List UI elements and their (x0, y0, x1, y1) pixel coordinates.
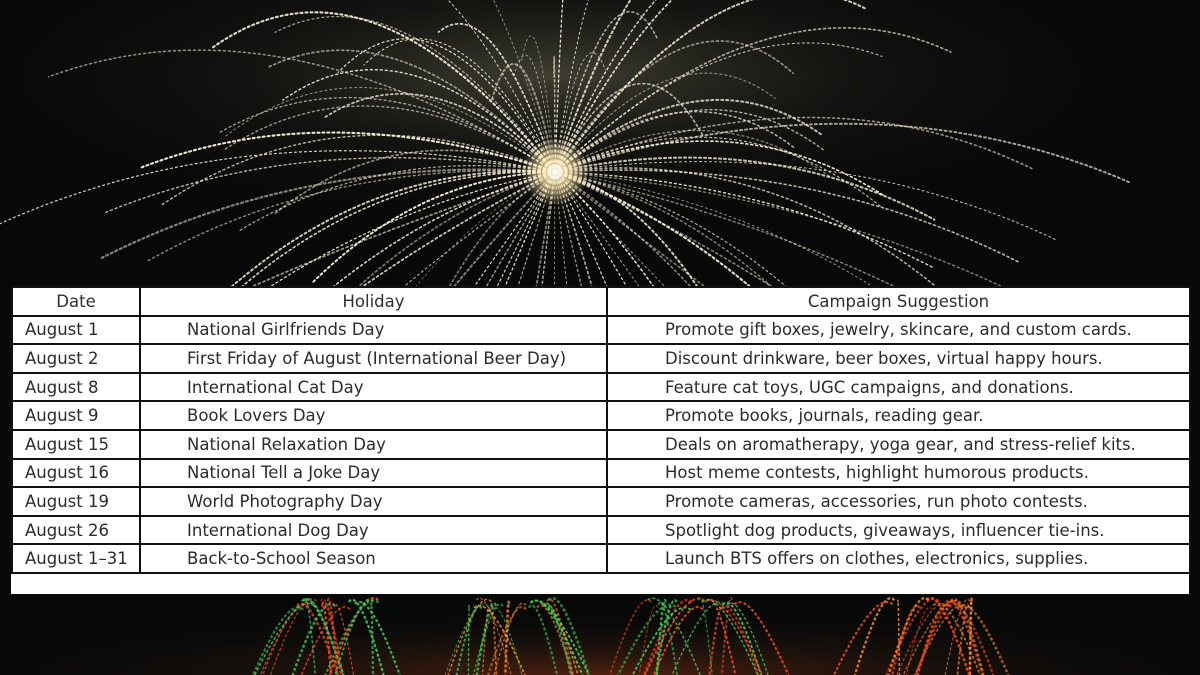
campaign-cell: Deals on aromatherapy, yoga gear, and stress-relief kits. (607, 430, 1190, 459)
campaign-cell: Feature cat toys, UGC campaigns, and donations. (607, 373, 1190, 402)
date-cell: August 9 (12, 401, 140, 430)
holiday-table-panel (11, 286, 1189, 594)
date-cell: August 19 (12, 487, 140, 516)
campaign-cell: Promote books, journals, reading gear. (607, 401, 1190, 430)
firework-core-glow (521, 138, 589, 206)
date-cell: August 26 (12, 516, 140, 545)
table-row (12, 459, 1190, 488)
date-cell: August 2 (12, 344, 140, 373)
campaign-cell: Launch BTS offers on clothes, electronics, supplies. (607, 544, 1190, 573)
holiday-cell: Back-to-School Season (140, 544, 607, 573)
header-campaign-suggestion: Campaign Suggestion (607, 287, 1190, 316)
table-row (12, 401, 1190, 430)
holiday-cell: National Girlfriends Day (140, 316, 607, 345)
holiday-cell: First Friday of August (International Beer Day) (140, 344, 607, 373)
campaign-cell: Discount drinkware, beer boxes, virtual happy hours. (607, 344, 1190, 373)
holiday-cell: International Dog Day (140, 516, 607, 545)
campaign-cell: Spotlight dog products, giveaways, influencer tie-ins. (607, 516, 1190, 545)
date-cell: August 15 (12, 430, 140, 459)
date-cell: August 16 (12, 459, 140, 488)
date-cell: August 1–31 (12, 544, 140, 573)
table-row (12, 544, 1190, 573)
header-holiday: Holiday (140, 287, 607, 316)
campaign-cell: Promote cameras, accessories, run photo contests. (607, 487, 1190, 516)
header-date: Date (12, 287, 140, 316)
holiday-cell: National Relaxation Day (140, 430, 607, 459)
date-cell: August 8 (12, 373, 140, 402)
holiday-cell: National Tell a Joke Day (140, 459, 607, 488)
table-row (12, 487, 1190, 516)
table-row (12, 316, 1190, 345)
table-row (12, 516, 1190, 545)
table-row (12, 430, 1190, 459)
holiday-cell: International Cat Day (140, 373, 607, 402)
date-cell: August 1 (12, 316, 140, 345)
campaign-cell: Host meme contests, highlight humorous products. (607, 459, 1190, 488)
holiday-cell: World Photography Day (140, 487, 607, 516)
campaign-cell: Promote gift boxes, jewelry, skincare, and custom cards. (607, 316, 1190, 345)
table-row (12, 344, 1190, 373)
table-row (12, 373, 1190, 402)
holiday-campaign-table (11, 286, 1191, 574)
holiday-cell: Book Lovers Day (140, 401, 607, 430)
table-header-row (12, 287, 1190, 316)
